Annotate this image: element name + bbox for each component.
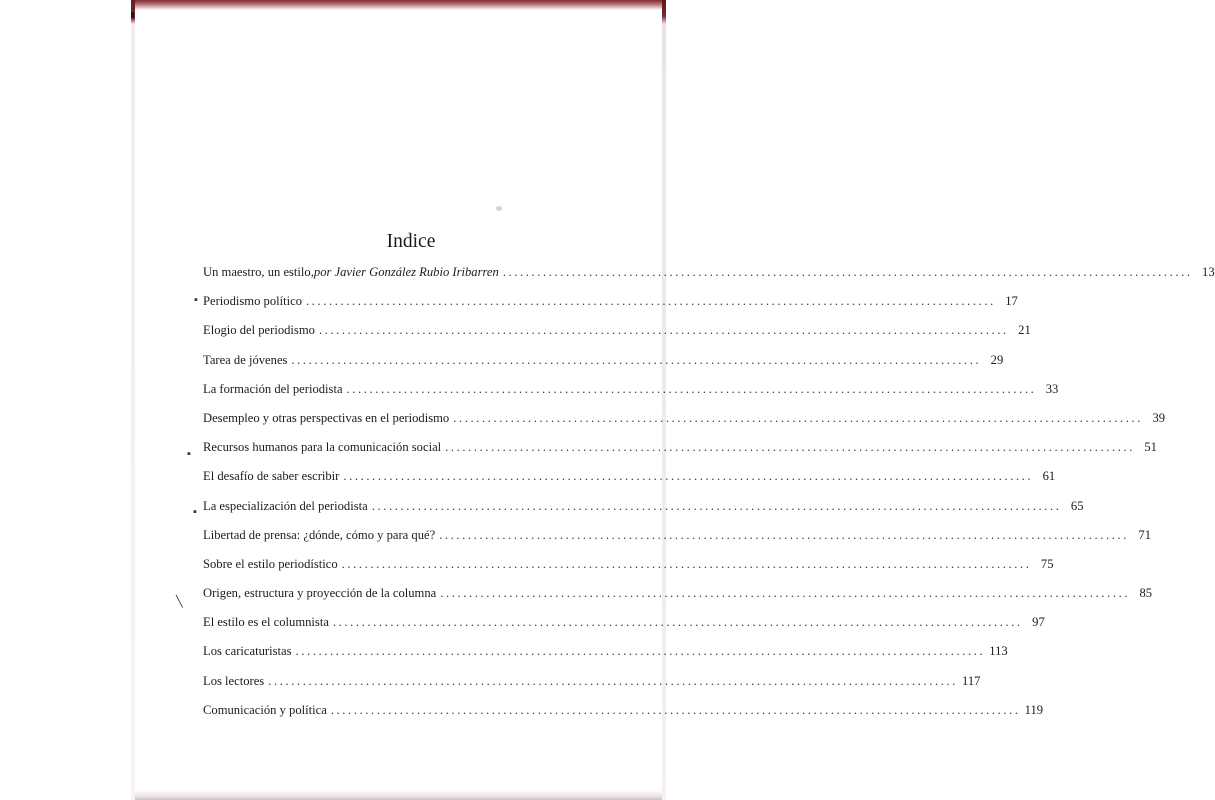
page-top-edge bbox=[135, 0, 662, 10]
dot-leader: ........................................................................................................................ bbox=[341, 556, 1032, 571]
page-number: 13 bbox=[1202, 265, 1215, 279]
dot-leader: ........................................................................................................................ bbox=[291, 352, 982, 367]
dot-leader: ........................................................................................................................ bbox=[330, 702, 1021, 717]
toc-entry bbox=[203, 258, 1215, 287]
page-number: 65 bbox=[1070, 498, 1084, 513]
dot-leader: ........................................................................................................................ bbox=[440, 586, 1131, 601]
dot-leader: ........................................................................................................................ bbox=[445, 440, 1135, 455]
dot-leader: ........................................................................................................................ bbox=[343, 469, 1034, 484]
dot-leader: ........................................................................................................................ bbox=[332, 615, 1023, 630]
margin-mark: ▪ bbox=[194, 294, 198, 306]
entry-title: La formación del periodista bbox=[203, 381, 343, 396]
toc-entry bbox=[203, 462, 1056, 491]
entry-title: Comunicación y política bbox=[203, 702, 327, 717]
dot-leader: ........................................................................................................................ bbox=[268, 673, 959, 688]
dot-leader: ........................................................................................................................ bbox=[439, 527, 1129, 542]
dot-leader: ........................................................................................................................ bbox=[295, 644, 986, 659]
page-number: 97 bbox=[1032, 615, 1045, 630]
page-number: 71 bbox=[1138, 527, 1151, 542]
page-number: 85 bbox=[1139, 586, 1153, 601]
binding-mark bbox=[131, 12, 134, 18]
toc-entry bbox=[203, 492, 1084, 521]
page-number: 33 bbox=[1045, 381, 1059, 396]
entry-title: Los caricaturistas bbox=[203, 644, 292, 659]
toc-entry bbox=[203, 346, 1004, 375]
dot-leader: ........................................................................................................................ bbox=[306, 294, 996, 309]
toc-entry bbox=[203, 404, 1166, 433]
margin-mark: ▪ bbox=[193, 506, 197, 518]
entry-title: Sobre el estilo periodístico bbox=[203, 556, 338, 571]
page-number: 17 bbox=[1005, 294, 1018, 309]
page-number: 75 bbox=[1040, 556, 1054, 571]
entry-title: Los lectores bbox=[203, 673, 265, 688]
toc-entry bbox=[203, 667, 981, 696]
entry-author: por Javier González Rubio Iribarren bbox=[313, 265, 499, 279]
entry-title: Desempleo y otras perspectivas en el periodismo bbox=[203, 410, 450, 425]
page-bottom-edge bbox=[135, 790, 662, 800]
dot-leader: ........................................................................................................................ bbox=[502, 265, 1193, 279]
dot-leader: ........................................................................................................................ bbox=[371, 498, 1062, 513]
page-number: 39 bbox=[1152, 410, 1166, 425]
entry-title: Origen, estructura y proyección de la columna bbox=[203, 586, 437, 601]
toc-entry bbox=[203, 608, 1045, 637]
toc-entry bbox=[203, 316, 1031, 345]
page-number: 51 bbox=[1144, 440, 1157, 455]
toc-entry bbox=[203, 579, 1153, 608]
page-number: 21 bbox=[1018, 323, 1031, 338]
entry-title: El desafío de saber escribir bbox=[203, 469, 340, 484]
entry-title: La especialización del periodista bbox=[203, 498, 368, 513]
toc-entry bbox=[203, 521, 1151, 550]
entry-title: Un maestro, un estilo, bbox=[203, 265, 314, 279]
page-number: 113 bbox=[989, 644, 1008, 659]
toc-entry bbox=[203, 550, 1054, 579]
margin-mark: ▪ bbox=[187, 448, 191, 460]
toc-entry bbox=[203, 433, 1157, 462]
table-of-contents bbox=[203, 258, 1215, 725]
dot-leader: ........................................................................................................................ bbox=[346, 381, 1037, 396]
page-number: 29 bbox=[990, 352, 1004, 367]
toc-entry bbox=[203, 696, 1044, 725]
entry-title: Recursos humanos para la comunicación social bbox=[203, 440, 442, 455]
entry-title: Elogio del periodismo bbox=[203, 323, 315, 338]
paper-smudge bbox=[496, 206, 502, 211]
book-binding-left-edge bbox=[131, 0, 135, 800]
entry-title: Periodismo político bbox=[203, 294, 302, 309]
toc-entry bbox=[203, 287, 1018, 316]
entry-title: Libertad de prensa: ¿dónde, cómo y para qué? bbox=[203, 527, 436, 542]
toc-entry bbox=[203, 637, 1008, 666]
dot-leader: ........................................................................................................................ bbox=[318, 323, 1009, 338]
entry-title: Tarea de jóvenes bbox=[203, 352, 288, 367]
dot-leader: ........................................................................................................................ bbox=[453, 410, 1144, 425]
page-number: 119 bbox=[1024, 702, 1044, 717]
page-title: Indice bbox=[386, 231, 436, 252]
page-number: 61 bbox=[1042, 469, 1056, 484]
page-number: 117 bbox=[962, 673, 981, 688]
margin-mark: ╲ bbox=[176, 596, 183, 608]
toc-entry bbox=[203, 375, 1059, 404]
entry-title: El estilo es el columnista bbox=[203, 615, 329, 630]
